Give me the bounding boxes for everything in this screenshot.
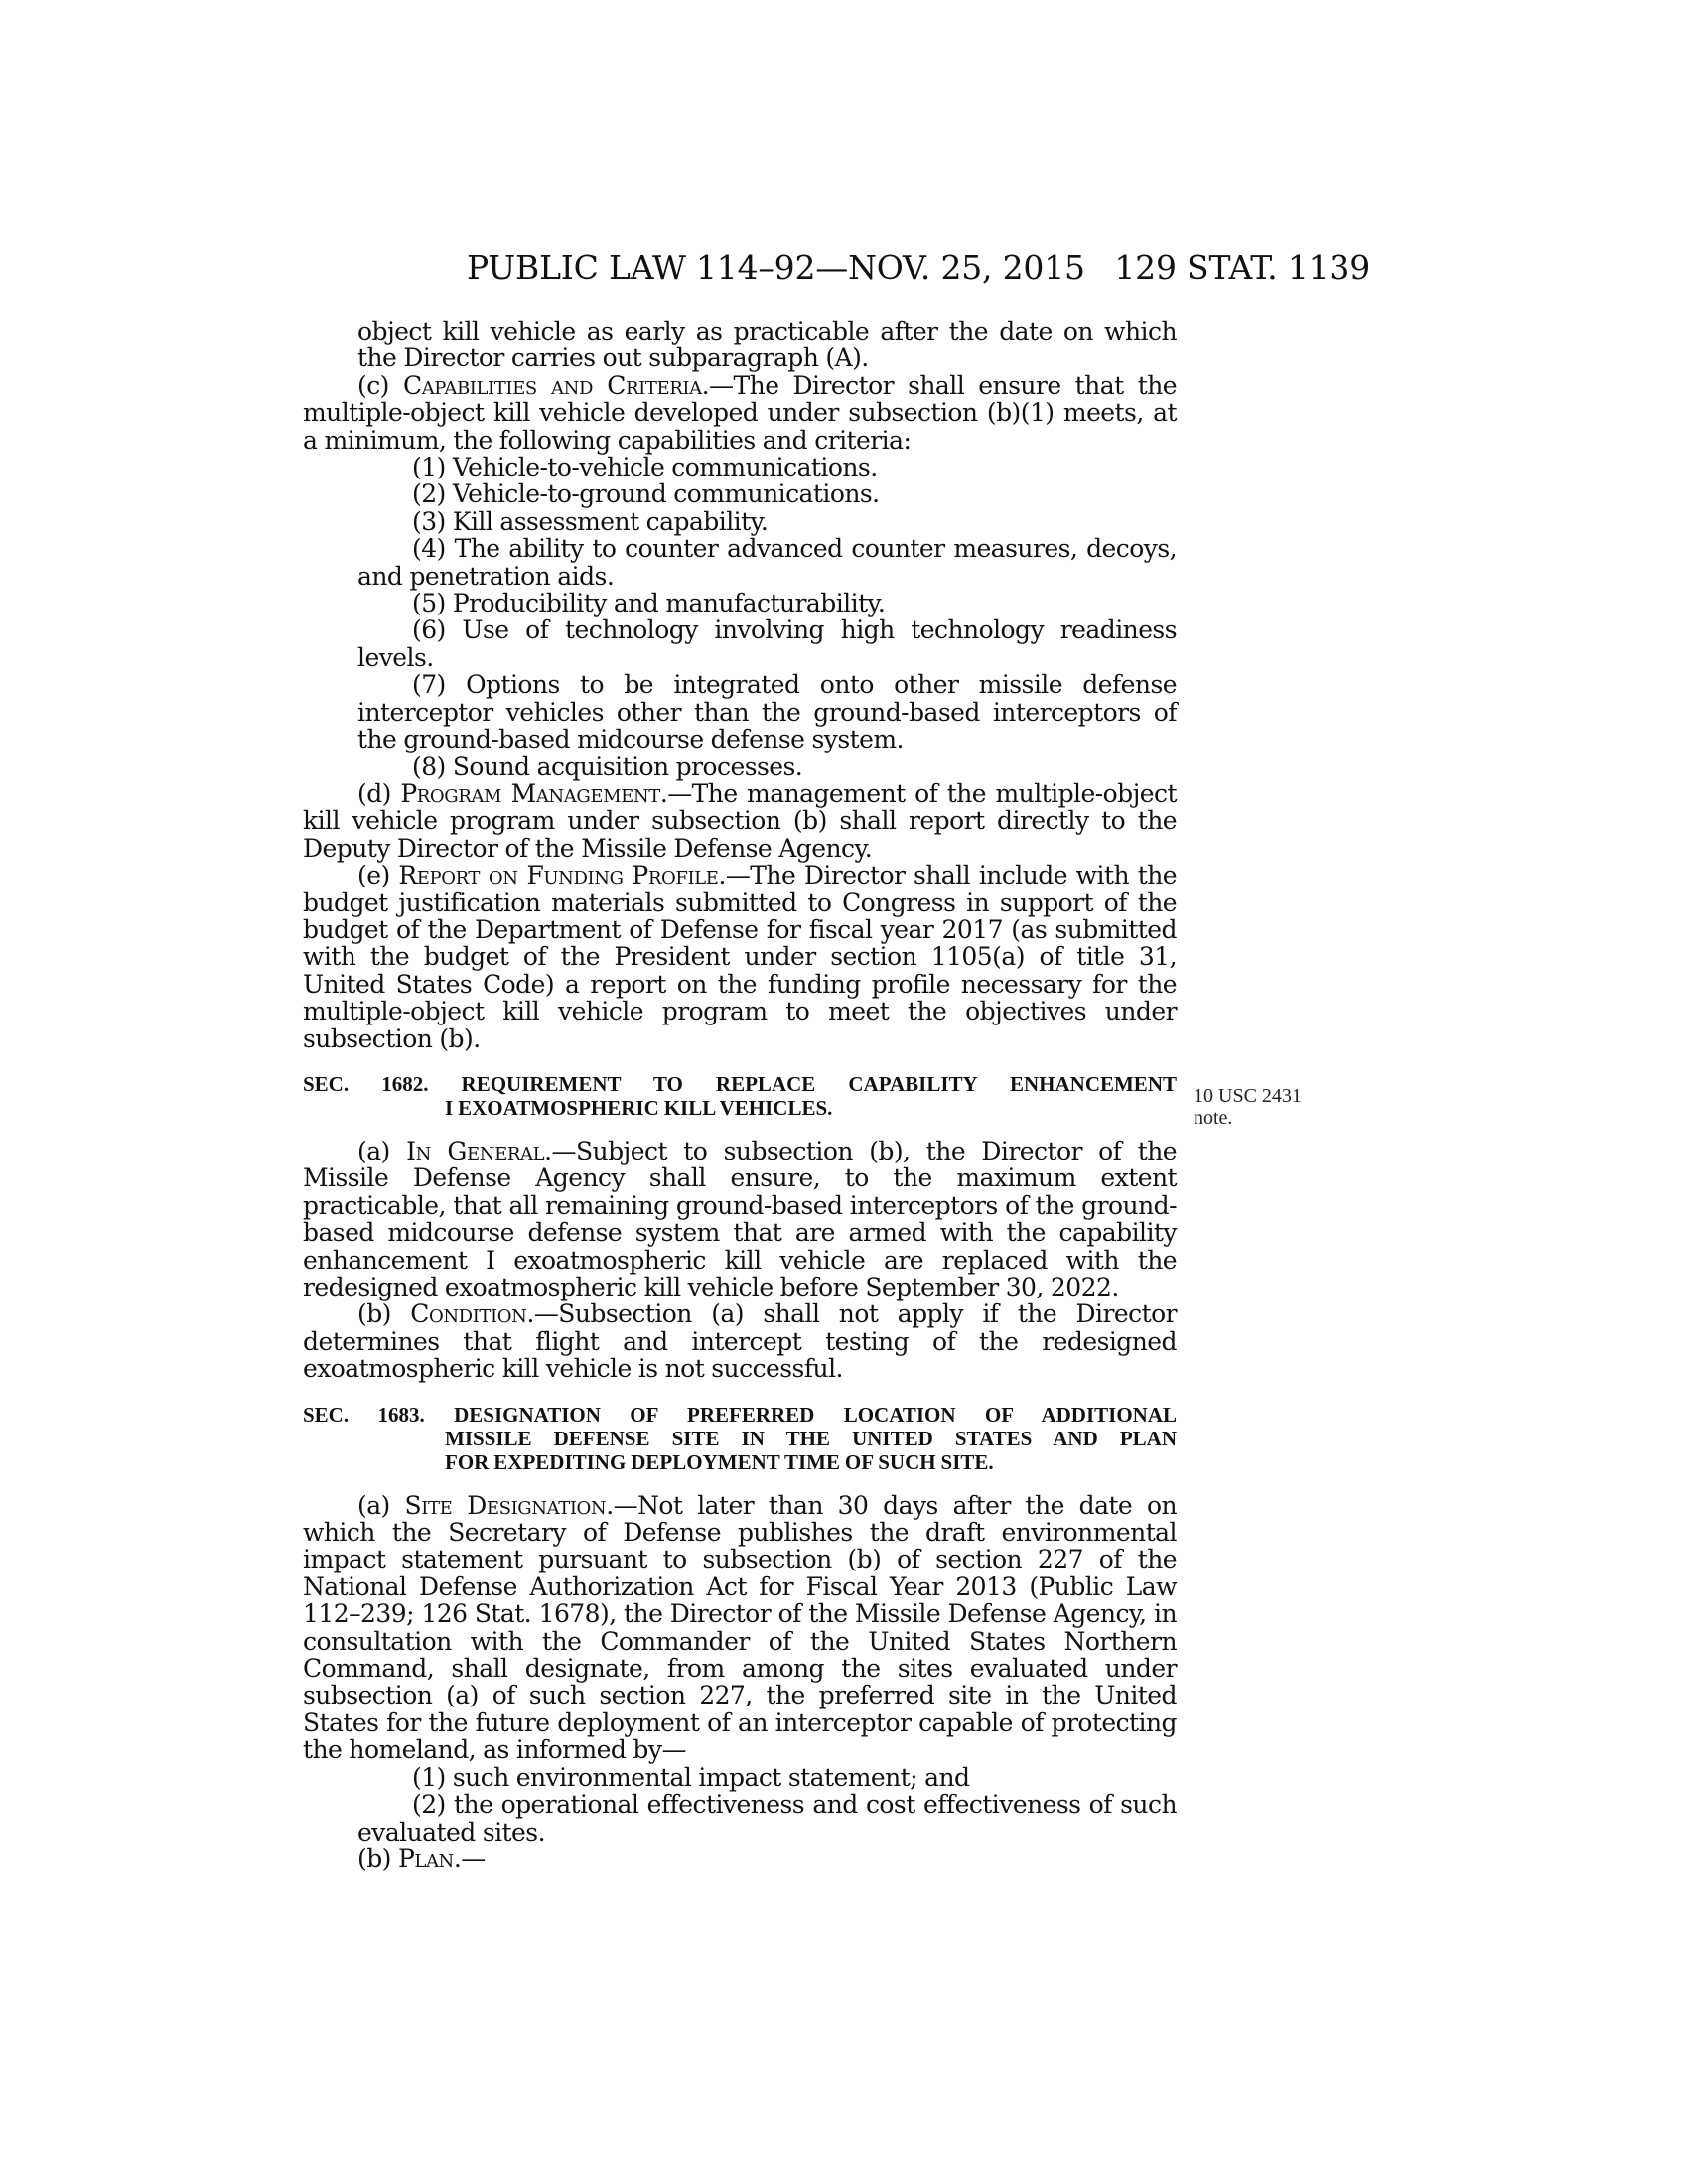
subsection-label: (e) [357, 861, 399, 890]
list-item: (7) Options to be integrated onto other missile defense interceptor vehicles other than the ground-based interceptors of the ground-based midcourse defense system. [357, 670, 1177, 754]
subsection-label: (d) [357, 778, 401, 808]
list-item: (3) Kill assessment capability. [412, 506, 769, 536]
list-item: (2) Vehicle-to-ground communications. [412, 479, 880, 509]
list-item: (5) Producibility and manufacturability. [412, 589, 886, 618]
section-heading-line: MISSILE DEFENSE SITE IN THE UNITED STATES AND PLAN [445, 1426, 1177, 1450]
subsection-e [303, 862, 1177, 1052]
subsection-text: .—The Director shall ensure that the multiple-object kill vehicle developed under subsection (b)(1) meets, at a minimum, the following capabilities and criteria: [303, 370, 1177, 455]
margin-note [1194, 1085, 1342, 1129]
subsection-d [303, 780, 1177, 862]
subsection-text: .—The management of the multiple-object kill vehicle program under subsection (b) shall report directly to the Deputy Director of the Missile Defense Agency. [303, 778, 1177, 863]
section-heading-line: SEC. 1683. DESIGNATION OF PREFERRED LOCATION OF ADDITIONAL [303, 1402, 1177, 1427]
list-item: (1) Vehicle-to-vehicle communications. [412, 453, 878, 482]
subsection-label: (c) [357, 370, 403, 400]
list-item: (8) Sound acquisition processes. [412, 751, 803, 781]
page-body [303, 318, 1177, 1872]
section-heading-line: FOR EXPEDITING DEPLOYMENT TIME OF SUCH SITE. [445, 1449, 994, 1474]
subsection-label: (a) [357, 1136, 407, 1165]
subsection-c [303, 372, 1177, 454]
subsection-a [303, 1138, 1177, 1300]
running-head: PUBLIC LAW 114–92—NOV. 25, 2015 [467, 248, 1085, 287]
list-item: (1) such environmental impact statement; and [412, 1762, 970, 1792]
margin-note-suffix: note. [1194, 1107, 1233, 1129]
section-heading-line: I EXOATMOSPHERIC KILL VEHICLES. [445, 1095, 833, 1120]
subsection-text: .— [453, 1843, 486, 1873]
subsection-heading: Report on Funding Profile [398, 861, 719, 890]
margin-note-citation: 10 USC 2431 [1194, 1085, 1302, 1107]
subsection-text: .—Subject to subsection (b), the Director of the Missile Defense Agency shall ensure, to the maximum extent practicable, that all remaining ground-based interceptors of the ground-based midcourse defense system that are armed with the capability enhancement I exoatmospheric kill vehicle are replaced with the redesigned exoatmospheric kill vehicle before September 30, 2022. [303, 1136, 1178, 1301]
paragraph-continuation: object kill vehicle as early as practicable after the date on which the Director carries out subparagraph (A). [357, 317, 1177, 373]
subsection-b [303, 1845, 1177, 1872]
subsection-heading: Site Designation [404, 1490, 607, 1520]
subsection-heading: Program Management [400, 778, 660, 808]
subsection-heading: Capabilities and Criteria [402, 370, 702, 400]
section-heading-1682 [303, 1072, 1177, 1120]
subsection-heading: In General [406, 1136, 545, 1165]
subsection-heading: Plan [397, 1843, 454, 1873]
section-heading-line: SEC. 1682. REQUIREMENT TO REPLACE CAPABILITY ENHANCEMENT [303, 1071, 1177, 1096]
subsection-a [303, 1492, 1177, 1764]
subsection-label: (b) [357, 1843, 398, 1873]
subsection-text: .—Not later than 30 days after the date on which the Secretary of Defense publishes the draft environmental impact statement pursuant to subsection (b) of section 227 of the National Defense Authorization Act for Fiscal Year 2013 (Public Law 112–239; 126 Stat. 1678), the Director of the Missile Defense Agency, in consultation with the Commander of the United States Northern Command, shall designate, from among the sites evaluated under subsection (a) of such section 227, the preferred site in the United States for the future deployment of an interceptor capable of protecting the homeland, as informed by— [303, 1490, 1177, 1765]
stat-page-number: 129 STAT. 1139 [1114, 248, 1370, 287]
subsection-text: .—The Director shall include with the budget justification materials submitted to Congress in support of the budget of the Department of Defense for fiscal year 2017 (as submitted with the budget of the President under section 1105(a) of title 31, United States Code) a report on the funding profile necessary for the multiple-object kill vehicle program to meet the objectives under subsection (b). [303, 861, 1178, 1053]
list-item [357, 535, 1177, 590]
section-heading-1683 [303, 1403, 1177, 1474]
subsection-text: .—Subsection (a) shall not apply if the Director determines that flight and intercept testing of the redesigned exoatmospheric kill vehicle is not successful. [303, 1299, 1177, 1384]
subsection-heading: Condition [410, 1299, 527, 1329]
page-header [467, 248, 1370, 294]
subsection-label: (a) [357, 1490, 405, 1520]
list-item: (2) the operational effectiveness and cost effectiveness of such evaluated sites. [357, 1790, 1177, 1846]
subsection-b [303, 1300, 1177, 1382]
subsection-label: (b) [357, 1299, 411, 1329]
list-item-text: (4) The ability to counter advanced counter measures, decoys, and penetration aids. [357, 534, 1177, 591]
list-item: (6) Use of technology involving high technology readiness levels. [357, 615, 1177, 672]
